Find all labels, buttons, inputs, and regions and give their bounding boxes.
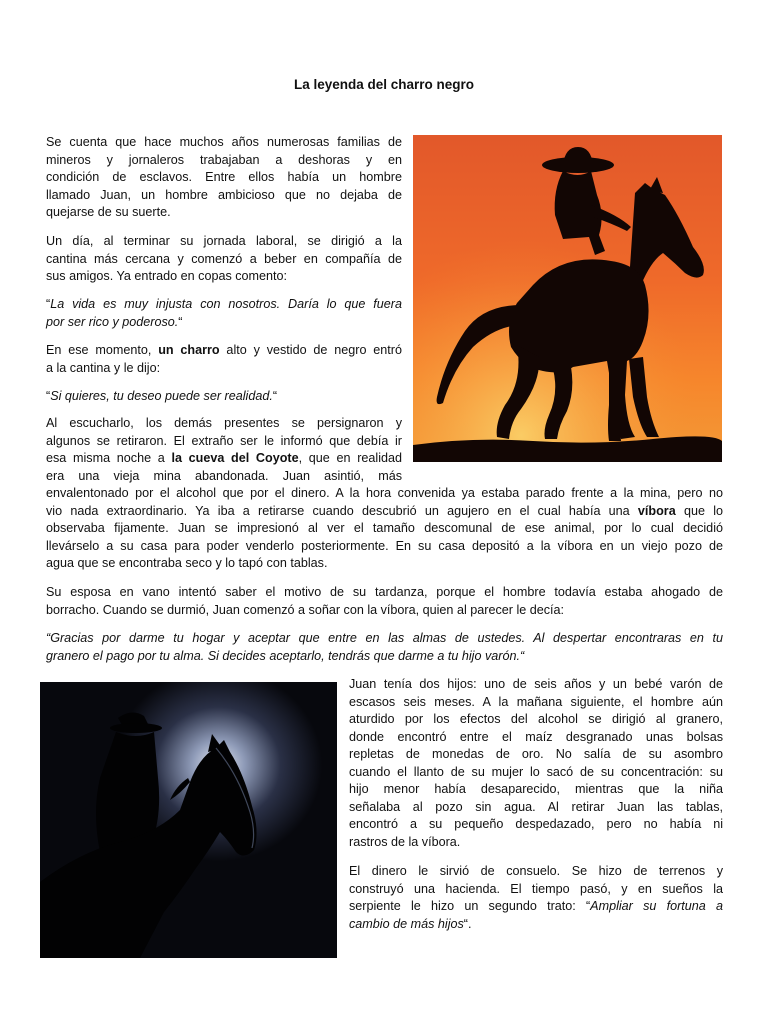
text-line: a la cantina y le dijo:	[46, 360, 161, 375]
text-line: borracho. Cuando se durmió, Juan comenzó a soñar con la víbora, quien al parecer le decía:	[46, 602, 565, 617]
paragraph-1	[46, 134, 402, 222]
paragraph-6-wide	[46, 485, 723, 573]
text-line: rastros de la víbora.	[349, 834, 461, 849]
text-line: cambio de más hijos“.	[349, 916, 472, 931]
text-line: cantina más cercana y comenzó a beber en compañía de	[46, 251, 402, 266]
paragraph-2	[46, 233, 402, 286]
text-line: serpiente le hizo un segundo trato: “Ampliar su fortuna a	[349, 899, 723, 913]
text-line: “Gracias por darme tu hogar y aceptar que entre en las almas de ustedes. Al despertar encontraras en tu	[46, 631, 723, 645]
charro-moonlight-image	[40, 682, 337, 958]
paragraph-7	[46, 584, 723, 619]
text-line: envalentonado por el alcohol que por el dinero. A la hora convenida ya estaba parado frente a la mina, pero no	[46, 486, 723, 500]
text-line: Un día, al terminar su jornada laboral, se dirigió a la	[46, 234, 402, 248]
paragraph-8-quote	[46, 630, 723, 665]
charro-sunset-image	[413, 135, 722, 462]
text-line: Se cuenta que hace muchos años numerosas familias de	[46, 135, 402, 149]
text-line: En ese momento, un charro alto y vestido de negro entró	[46, 343, 402, 357]
text-line: hijo menor había desaparecido, mientras que la niña	[349, 782, 723, 796]
text-line: donde encontró entre el maíz desgranado unas bolsas	[349, 729, 723, 744]
text-line: El dinero le sirvió de consuelo. Se hizo de terrenos y	[349, 864, 723, 878]
text-line: llamado Juan, un hombre ambicioso que no dejaba de	[46, 187, 402, 202]
text-line: quejarse de su suerte.	[46, 205, 171, 219]
text-line: granero el pago por tu alma. Si decides aceptarlo, tendrás que darme a tu hijo varón.“	[46, 648, 525, 663]
text-line: vio nada extraordinario. Ya iba a retirarse cuando descubrió un agujero en el cual había una víbora que lo	[46, 503, 723, 518]
paragraph-9	[349, 676, 723, 851]
text-line: por ser rico y poderoso.“	[46, 314, 183, 329]
text-line: mineros y jornaleros trabajaban a deshoras y en	[46, 152, 402, 167]
text-line: llevárselo a su casa para poder venderlo posteriormente. En su casa depositó a la víbora en un viejo pozo de	[46, 538, 723, 553]
text-line: observaba fijamente. Juan se impresionó al ver el tamaño descomunal de ese animal, por lo cual decidió	[46, 521, 723, 535]
paragraph-5-quote	[46, 388, 402, 406]
text-line: sus amigos. Ya entrado en copas comento:	[46, 269, 288, 283]
text-line: “Si quieres, tu deseo puede ser realidad.“	[46, 389, 278, 403]
paragraph-10	[349, 863, 723, 933]
text-line: construyó una hacienda. El tiempo pasó, y en sueños la	[349, 881, 723, 896]
text-line: Al escucharlo, los demás presentes se persignaron y	[46, 416, 402, 430]
paragraph-4	[46, 342, 402, 377]
text-line: condición de esclavos. Entre ellos había un hombre	[46, 170, 402, 184]
text-line: Su esposa en vano intentó saber el motivo de su tardanza, porque el hombre todavía estaba ahogado de	[46, 585, 723, 599]
text-line: señalaba al pozo sin agua. Al retirar Juan las tablas,	[349, 799, 723, 814]
text-line: escasos seis meses. A la mañana siguiente, el hombre aún	[349, 694, 723, 709]
text-line: esa misma noche a la cueva del Coyote, que en realidad	[46, 451, 402, 465]
paragraph-3-quote	[46, 296, 402, 331]
text-line: algunos se retiraron. El extraño ser le informó que debía ir	[46, 433, 402, 448]
text-line: “La vida es muy injusta con nosotros. Daría lo que fuera	[46, 297, 402, 311]
document-title: La leyenda del charro negro	[293, 77, 475, 92]
text-line: Juan tenía dos hijos: uno de seis años y un bebé varón de	[349, 677, 723, 691]
text-line: aturdido por los efectos del alcohol se dirigió al granero,	[349, 712, 723, 726]
text-line: cuando el llanto de su mujer lo sacó de su concentración: su	[349, 764, 723, 779]
text-line: agua que se encontraba seco y lo tapó con tablas.	[46, 556, 328, 570]
text-line: era una vieja mina abandonada. Juan asintió, más	[46, 468, 402, 483]
paragraph-6-narrow	[46, 415, 402, 485]
text-line: encontró a su pequeño despedazado, pero no había ni	[349, 817, 723, 831]
text-line: repletas de monedas de oro. No salía de su asombro	[349, 747, 723, 761]
